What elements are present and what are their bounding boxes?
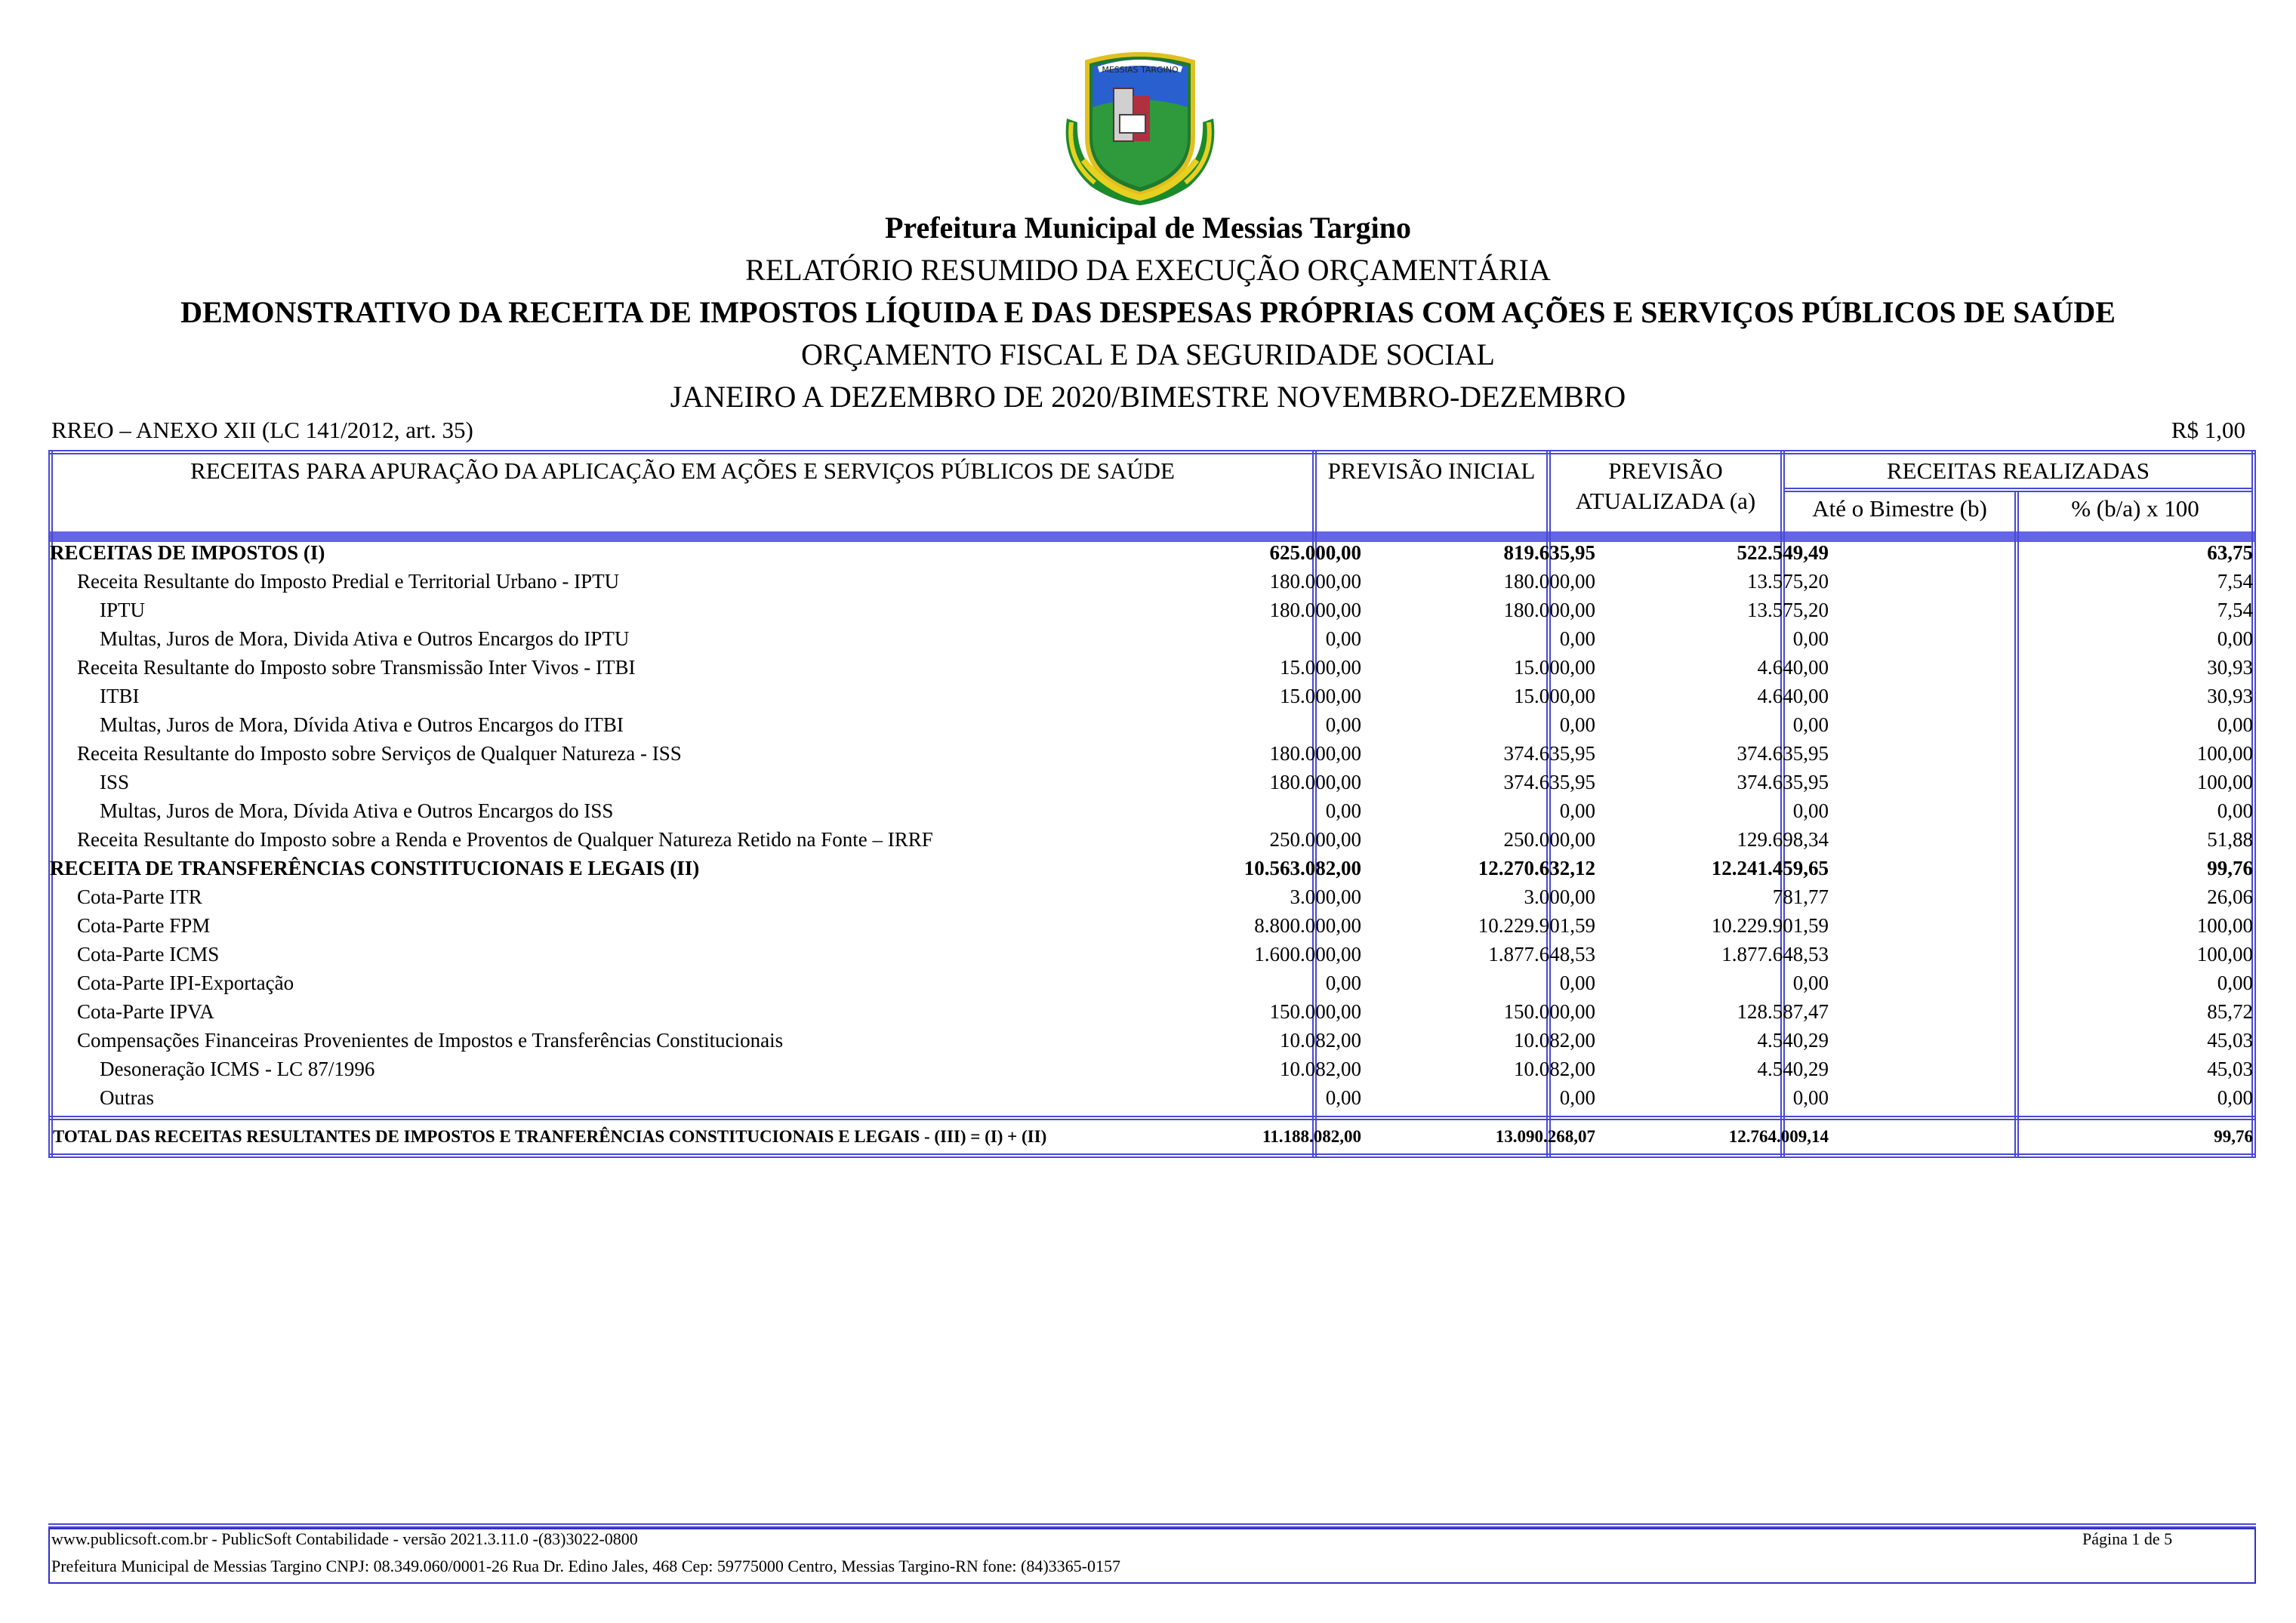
statement-title: DEMONSTRATIVO DA RECEITA DE IMPOSTOS LÍQUIDA E DAS DESPESAS PRÓPRIAS COM AÇÕES E SERVIÇOS PÚBLICOS DE SAÚDE: [180, 295, 2116, 329]
cell-initial: 0,00: [1325, 1086, 1361, 1109]
cell-percent: 100,00: [2196, 742, 2253, 765]
cell-initial: 1.600.000,00: [1254, 943, 1361, 965]
table-row: [48, 567, 2256, 596]
table-row: [48, 682, 2256, 710]
cell-initial: 180.000,00: [1269, 570, 1361, 593]
cell-realized: 1.877.648,53: [1721, 943, 1829, 965]
cell-updated: 250.000,00: [1503, 828, 1595, 851]
cell-initial: 150.000,00: [1269, 1000, 1361, 1023]
total-updated: 13.090.268,07: [1495, 1127, 1595, 1146]
row-label: Receita Resultante do Imposto Predial e Territorial Urbano - IPTU: [77, 570, 620, 593]
cell-updated: 374.635,95: [1503, 742, 1595, 765]
cell-updated: 10.082,00: [1514, 1029, 1595, 1052]
cell-percent: 45,03: [2207, 1058, 2253, 1080]
cell-realized: 13.575,20: [1747, 570, 1829, 593]
currency-unit: R$ 1,00: [2171, 417, 2245, 443]
cell-updated: 0,00: [1559, 1086, 1595, 1109]
cell-percent: 63,75: [2207, 541, 2253, 564]
cell-realized: 4.540,29: [1757, 1058, 1829, 1080]
report-title: RELATÓRIO RESUMIDO DA EXECUÇÃO ORÇAMENTÁRIA: [745, 253, 1551, 287]
cell-updated: 180.000,00: [1503, 570, 1595, 593]
cell-percent: 0,00: [2217, 627, 2253, 650]
table-row: [48, 739, 2256, 768]
row-label: Multas, Juros de Mora, Dívida Ativa e Outros Encargos do ITBI: [100, 713, 624, 736]
cell-realized: 13.575,20: [1747, 599, 1829, 621]
table-row: [48, 1083, 2256, 1112]
footer-software: www.publicsoft.com.br - PublicSoft Contabilidade - versão 2021.3.11.0 -(83)3022-0800: [51, 1529, 638, 1548]
cell-initial: 15.000,00: [1280, 685, 1361, 707]
cell-realized: 10.229.901,59: [1711, 914, 1829, 937]
row-label: RECEITA DE TRANSFERÊNCIAS CONSTITUCIONAIS E LEGAIS (II): [50, 857, 700, 879]
cell-updated: 0,00: [1559, 627, 1595, 650]
cell-percent: 0,00: [2217, 1086, 2253, 1109]
cell-realized: 128.587,47: [1737, 1000, 1829, 1023]
row-label: Desoneração ICMS - LC 87/1996: [100, 1058, 375, 1080]
row-label: Cota-Parte FPM: [77, 914, 211, 937]
cell-percent: 100,00: [2196, 914, 2253, 937]
cell-updated: 0,00: [1559, 972, 1595, 994]
table-row-transferencias: [48, 854, 2256, 882]
cell-percent: 0,00: [2217, 713, 2253, 736]
cell-updated: 1.877.648,53: [1488, 943, 1595, 965]
cell-updated: 0,00: [1559, 713, 1595, 736]
cell-updated: 15.000,00: [1514, 656, 1595, 679]
table-row-receitas-impostos: [48, 538, 2256, 567]
cell-initial: 15.000,00: [1280, 656, 1361, 679]
row-label: Outras: [100, 1086, 154, 1109]
table-row: [48, 596, 2256, 624]
cell-percent: 30,93: [2207, 656, 2253, 679]
total-realized: 12.764.009,14: [1728, 1127, 1829, 1146]
table-row: [48, 969, 2256, 997]
row-label: RECEITAS DE IMPOSTOS (I): [50, 541, 325, 564]
table-bottom-border: [48, 1153, 2256, 1158]
cell-updated: 10.229.901,59: [1478, 914, 1595, 937]
row-label: Receita Resultante do Imposto sobre Transmissão Inter Vivos - ITBI: [77, 656, 636, 679]
cell-percent: 0,00: [2217, 799, 2253, 822]
cell-updated: 150.000,00: [1503, 1000, 1595, 1023]
column-header-updated-line2: ATUALIZADA (a): [1575, 488, 1756, 514]
row-label: Receita Resultante do Imposto sobre a Renda e Proventos de Qualquer Natureza Retido na Fonte – IRRF: [77, 828, 933, 851]
cell-updated: 819.635,95: [1503, 541, 1595, 564]
cell-initial: 0,00: [1325, 713, 1361, 736]
table-top-border: [48, 450, 2256, 454]
cell-initial: 180.000,00: [1269, 771, 1361, 793]
row-label: Compensações Financeiras Provenientes de Impostos e Transferências Constitucionais: [77, 1029, 784, 1052]
cell-initial: 625.000,00: [1269, 541, 1361, 564]
cell-initial: 250.000,00: [1269, 828, 1361, 851]
cell-realized: 0,00: [1792, 799, 1829, 822]
table-row: [48, 882, 2256, 911]
row-label: Multas, Juros de Mora, Dívida Ativa e Outros Encargos do ISS: [100, 799, 614, 822]
cell-percent: 0,00: [2217, 972, 2253, 994]
cell-initial: 0,00: [1325, 799, 1361, 822]
cell-realized: 4.540,29: [1757, 1029, 1829, 1052]
cell-realized: 0,00: [1792, 627, 1829, 650]
realized-subheader-divider: [1783, 488, 2253, 492]
cell-initial: 0,00: [1325, 627, 1361, 650]
cell-percent: 85,72: [2207, 1000, 2253, 1023]
cell-realized: 781,77: [1772, 885, 1829, 908]
row-label: IPTU: [100, 599, 145, 621]
cell-percent: 7,54: [2217, 599, 2253, 621]
cell-realized: 374.635,95: [1737, 771, 1829, 793]
table-row: [48, 911, 2256, 940]
total-top-border: [48, 1116, 2256, 1120]
cell-updated: 180.000,00: [1503, 599, 1595, 621]
row-label: Cota-Parte ICMS: [77, 943, 220, 965]
total-label: TOTAL DAS RECEITAS RESULTANTES DE IMPOSTOS E TRANFERÊNCIAS CONSTITUCIONAIS E LEGAIS - (III) = (I) + (II): [53, 1127, 1047, 1146]
column-header-label: RECEITAS PARA APURAÇÃO DA APLICAÇÃO EM AÇÕES E SERVIÇOS PÚBLICOS DE SAÚDE: [190, 457, 1175, 484]
column-header-initial: PREVISÃO INICIAL: [1327, 457, 1536, 484]
table-row-total: [48, 1122, 2256, 1152]
cell-realized: 374.635,95: [1737, 742, 1829, 765]
cell-updated: 0,00: [1559, 799, 1595, 822]
table-row: [48, 653, 2256, 682]
row-label: Cota-Parte IPVA: [77, 1000, 214, 1023]
cell-percent: 100,00: [2196, 771, 2253, 793]
cell-initial: 180.000,00: [1269, 599, 1361, 621]
cell-percent: 51,88: [2207, 828, 2253, 851]
column-header-percent: % (b/a) x 100: [2071, 495, 2199, 522]
cell-realized: 4.640,00: [1757, 685, 1829, 707]
cell-initial: 10.082,00: [1280, 1029, 1361, 1052]
cell-initial: 3.000,00: [1290, 885, 1361, 908]
municipal-crest-logo: [1061, 47, 1219, 209]
cell-initial: 10.082,00: [1280, 1058, 1361, 1080]
table-row: [48, 825, 2256, 854]
cell-updated: 374.635,95: [1503, 771, 1595, 793]
table-row: [48, 940, 2256, 969]
annex-reference: RREO – ANEXO XII (LC 141/2012, art. 35): [51, 417, 473, 443]
row-label: ISS: [100, 771, 130, 793]
cell-updated: 10.082,00: [1514, 1058, 1595, 1080]
cell-updated: 12.270.632,12: [1478, 857, 1595, 879]
footer-page-number: Página 1 de 5: [2082, 1529, 2173, 1548]
column-header-until-bimester: Até o Bimestre (b): [1812, 495, 1987, 522]
table-row: [48, 796, 2256, 825]
table-row: [48, 710, 2256, 739]
row-label: Cota-Parte ITR: [77, 885, 202, 908]
institution-title: Prefeitura Municipal de Messias Targino: [884, 211, 1412, 245]
cell-realized: 129.698,34: [1737, 828, 1829, 851]
table-row: [48, 1026, 2256, 1055]
table-row: [48, 997, 2256, 1026]
cell-percent: 100,00: [2196, 943, 2253, 965]
period-title: JANEIRO A DEZEMBRO DE 2020/BIMESTRE NOVEMBRO-DEZEMBRO: [670, 380, 1626, 414]
row-label: ITBI: [100, 685, 140, 707]
footer-address: Prefeitura Municipal de Messias Targino CNPJ: 08.349.060/0001-26 Rua Dr. Edino Jales, 468 Cep: 59775000 Centro, Messias Targino-RN fone: (84)3365-0157: [51, 1557, 1120, 1575]
row-label: Cota-Parte IPI-Exportação: [77, 972, 294, 994]
cell-initial: 0,00: [1325, 972, 1361, 994]
cell-updated: 15.000,00: [1514, 685, 1595, 707]
total-initial: 11.188.082,00: [1262, 1127, 1361, 1146]
cell-percent: 30,93: [2207, 685, 2253, 707]
cell-percent: 99,76: [2207, 857, 2253, 879]
cell-realized: 0,00: [1792, 972, 1829, 994]
total-percent: 99,76: [2214, 1127, 2253, 1146]
table-row: [48, 768, 2256, 796]
cell-initial: 10.563.082,00: [1244, 857, 1361, 879]
cell-realized: 522.549,49: [1737, 541, 1829, 564]
column-header-realized: RECEITAS REALIZADAS: [1887, 457, 2150, 484]
row-label: Multas, Juros de Mora, Divida Ativa e Outros Encargos do IPTU: [100, 627, 630, 650]
table-row: [48, 624, 2256, 653]
cell-realized: 0,00: [1792, 713, 1829, 736]
cell-percent: 26,06: [2207, 885, 2253, 908]
page-footer: [48, 1523, 2256, 1584]
cell-realized: 4.640,00: [1757, 656, 1829, 679]
cell-realized: 12.241.459,65: [1711, 857, 1829, 879]
cell-initial: 8.800.000,00: [1254, 914, 1361, 937]
row-label: Receita Resultante do Imposto sobre Serviços de Qualquer Natureza - ISS: [77, 742, 682, 765]
cell-realized: 0,00: [1792, 1086, 1829, 1109]
column-header-updated-line1: PREVISÃO: [1608, 457, 1723, 484]
cell-updated: 3.000,00: [1524, 885, 1595, 908]
cell-percent: 7,54: [2217, 570, 2253, 593]
cell-percent: 45,03: [2207, 1029, 2253, 1052]
cell-initial: 180.000,00: [1269, 742, 1361, 765]
table-row: [48, 1055, 2256, 1083]
crest-motto: MESSIAS TARGINO: [1102, 65, 1179, 75]
budget-title: ORÇAMENTO FISCAL E DA SEGURIDADE SOCIAL: [801, 337, 1495, 371]
